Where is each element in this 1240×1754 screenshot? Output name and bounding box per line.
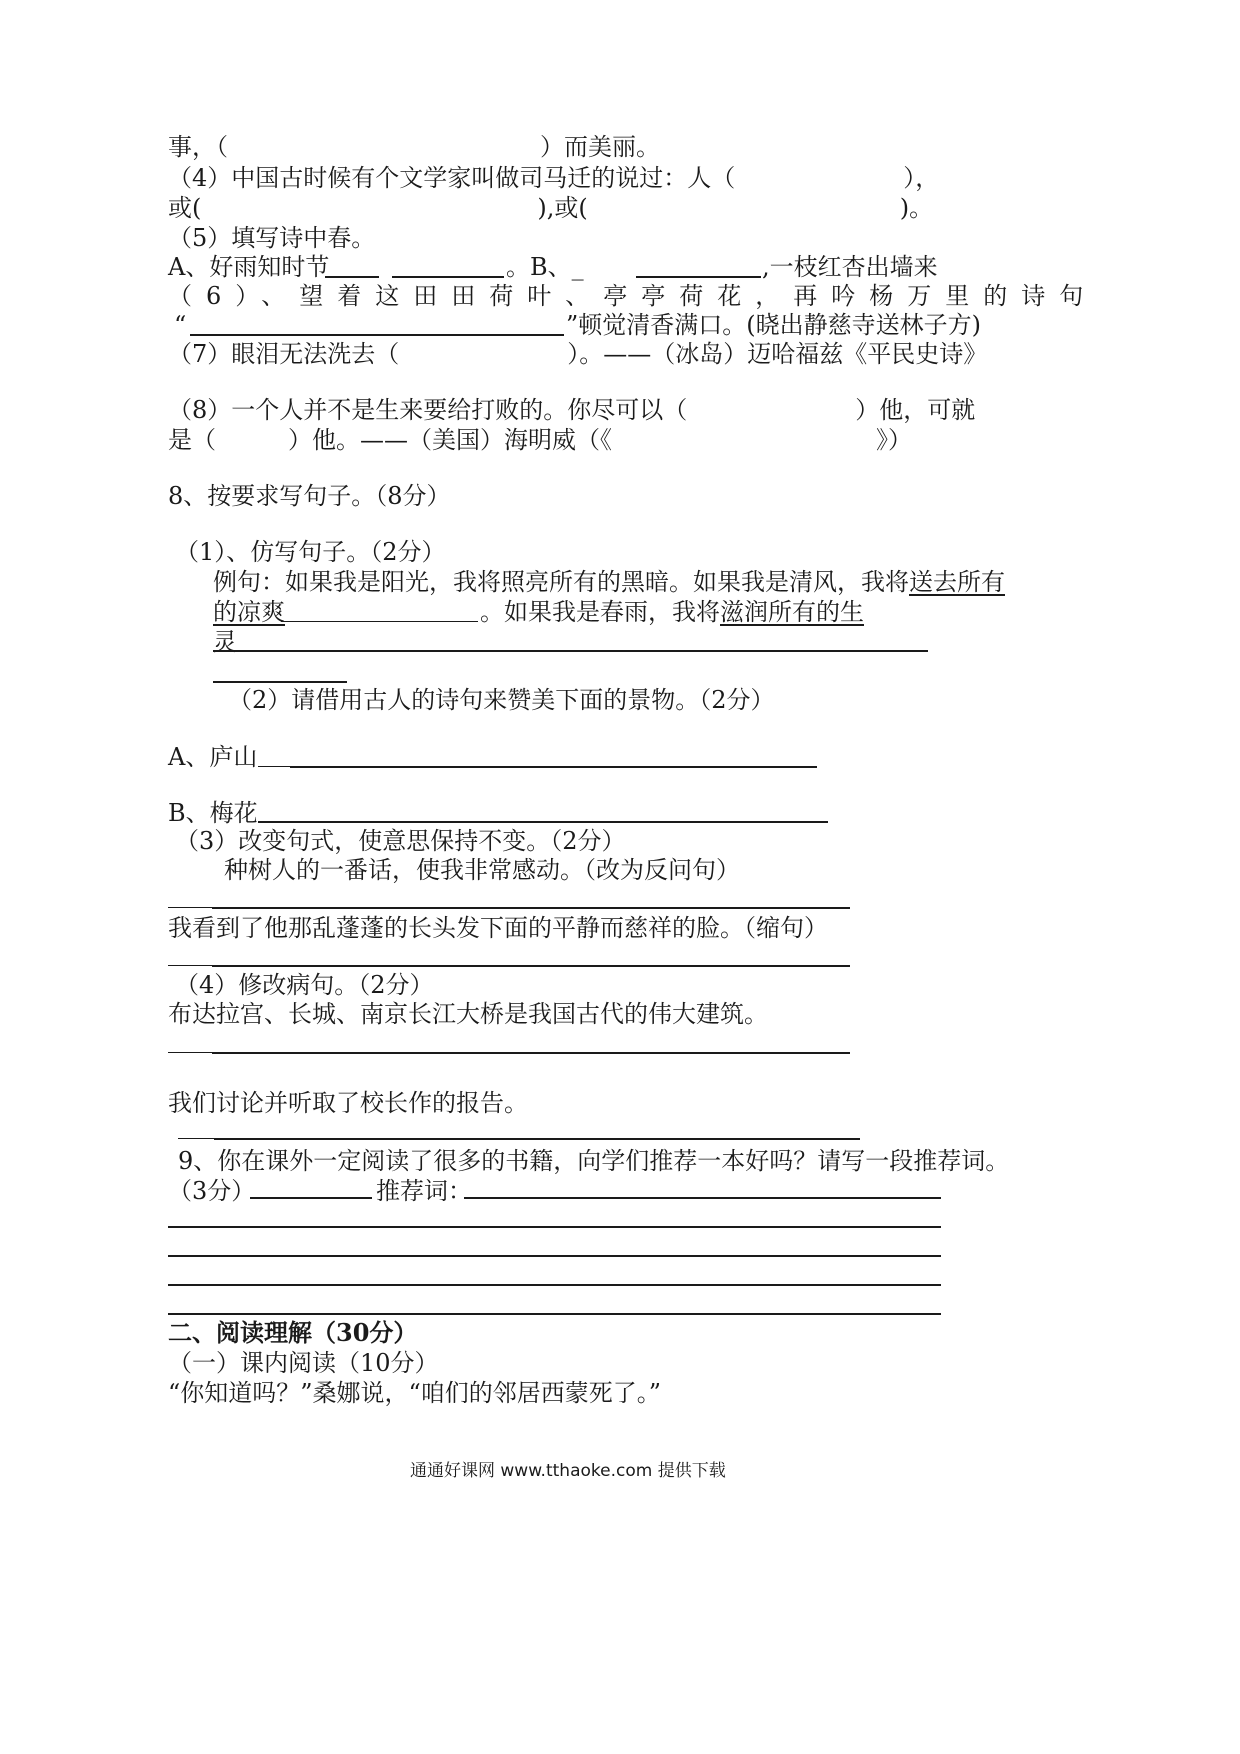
answer-line[interactable]: [212, 907, 850, 909]
section-2-1-title: （一）课内阅读（10分）: [168, 1349, 439, 1377]
answer-blank[interactable]: [190, 334, 564, 336]
question-8-2: （2）请借用古人的诗句来赞美下面的景物。（2分）: [228, 686, 775, 714]
answer-line[interactable]: [213, 650, 928, 652]
answer-line[interactable]: [214, 1138, 860, 1140]
answer-blank[interactable]: [258, 766, 290, 767]
poem-b-text: ,一枝红杏出墙来: [762, 253, 938, 281]
answer-blank[interactable]: [325, 276, 379, 278]
answer-blank[interactable]: [168, 1052, 212, 1053]
book-title-blank[interactable]: [250, 1197, 372, 1199]
sentence-rewrite-2: 我看到了他那乱蓬蓬的长头发下面的平静而慈祥的脸。（缩句）: [168, 914, 828, 942]
answer-line[interactable]: [168, 1226, 941, 1228]
answer-line[interactable]: [168, 1313, 941, 1315]
answer-blank[interactable]: [168, 965, 212, 966]
line-fill-8b: 是（ ）他。——（美国）海明威（《 》）: [168, 426, 912, 454]
answer-blank[interactable]: [178, 1138, 214, 1139]
line-fill-4b: 或( ),或( )。: [168, 194, 934, 222]
quote-open: “: [174, 311, 187, 339]
answer-line[interactable]: [464, 1197, 941, 1199]
example-sentence-2: 的凉爽: [213, 598, 285, 626]
reading-quote: “你知道吗？”桑娜说，“咱们的邻居西蒙死了。”: [168, 1379, 662, 1407]
question-9: 9、你在课外一定阅读了很多的书籍，向学们推荐一本好吗？请写一段推荐词。: [178, 1147, 1010, 1175]
recommend-label: 推荐词：: [376, 1177, 472, 1205]
answer-line[interactable]: [168, 1255, 941, 1257]
answer-blank[interactable]: [636, 276, 761, 278]
poem-a-label: A、好雨知时节: [168, 253, 330, 281]
line-fill-6b: ”顿觉清香满口。(晓出静慈寺送林子方): [566, 311, 981, 339]
label-meihua: B、梅花: [168, 799, 258, 827]
question-8-1: （1）、仿写句子。（2分）: [175, 538, 446, 566]
poem-b-label: 。B、_: [506, 253, 584, 281]
footer-text: 通通好课网 www.tthaoke.com 提供下载: [410, 1461, 726, 1481]
question-8-title: 8、按要求写句子。（8分）: [168, 482, 451, 510]
label-lushan: A、庐山: [168, 743, 258, 771]
sentence-fix-2: 我们讨论并听取了校长作的报告。: [168, 1089, 528, 1117]
example-sentence-4: 灵: [213, 628, 237, 656]
sentence-rewrite-1: 种树人的一番话，使我非常感动。（改为反问句）: [224, 856, 740, 884]
answer-line[interactable]: [168, 1284, 941, 1286]
answer-line[interactable]: [290, 766, 817, 768]
answer-line[interactable]: [212, 1052, 850, 1054]
answer-line[interactable]: [258, 821, 828, 823]
answer-blank[interactable]: [392, 276, 504, 278]
example-sentence: 例句：如果我是阳光，我将照亮所有的黑暗。如果我是清风，我将送去所有: [213, 568, 1005, 596]
example-sentence-3: 。如果我是春雨，我将滋润所有的生: [480, 598, 864, 626]
answer-line[interactable]: [212, 965, 850, 967]
sentence-fix-1: 布达拉宫、长城、南京长江大桥是我国古代的伟大建筑。: [168, 1000, 768, 1028]
question-9-score: （3分）: [168, 1177, 256, 1205]
answer-blank[interactable]: [281, 621, 478, 622]
question-8-3: （3）改变句式，使意思保持不变。（2分）: [175, 827, 626, 855]
line-fill-5: （5）填写诗中春。: [168, 224, 376, 252]
line-fill-8: （8）一个人并不是生来要给打败的。你尽可以（ ）他，可就: [168, 396, 976, 424]
line-fill-6: （6）、望着这田田荷叶、亭亭荷花，再吟杨万里的诗句: [168, 282, 1098, 310]
answer-blank[interactable]: [168, 907, 212, 908]
answer-line[interactable]: [213, 681, 347, 683]
line-fill-7: （7）眼泪无法洗去（ ）。——（冰岛）迈哈福兹《平民史诗》: [168, 340, 988, 368]
question-8-4: （4）修改病句。（2分）: [175, 971, 434, 999]
line-fill-4: （4）中国古时候有个文学家叫做司马迁的说过：人（ ），: [168, 164, 940, 192]
line-fill-1: 事，（ ）而美丽。: [168, 133, 660, 161]
section-2-title: 二、阅读理解（30分）: [168, 1318, 418, 1347]
